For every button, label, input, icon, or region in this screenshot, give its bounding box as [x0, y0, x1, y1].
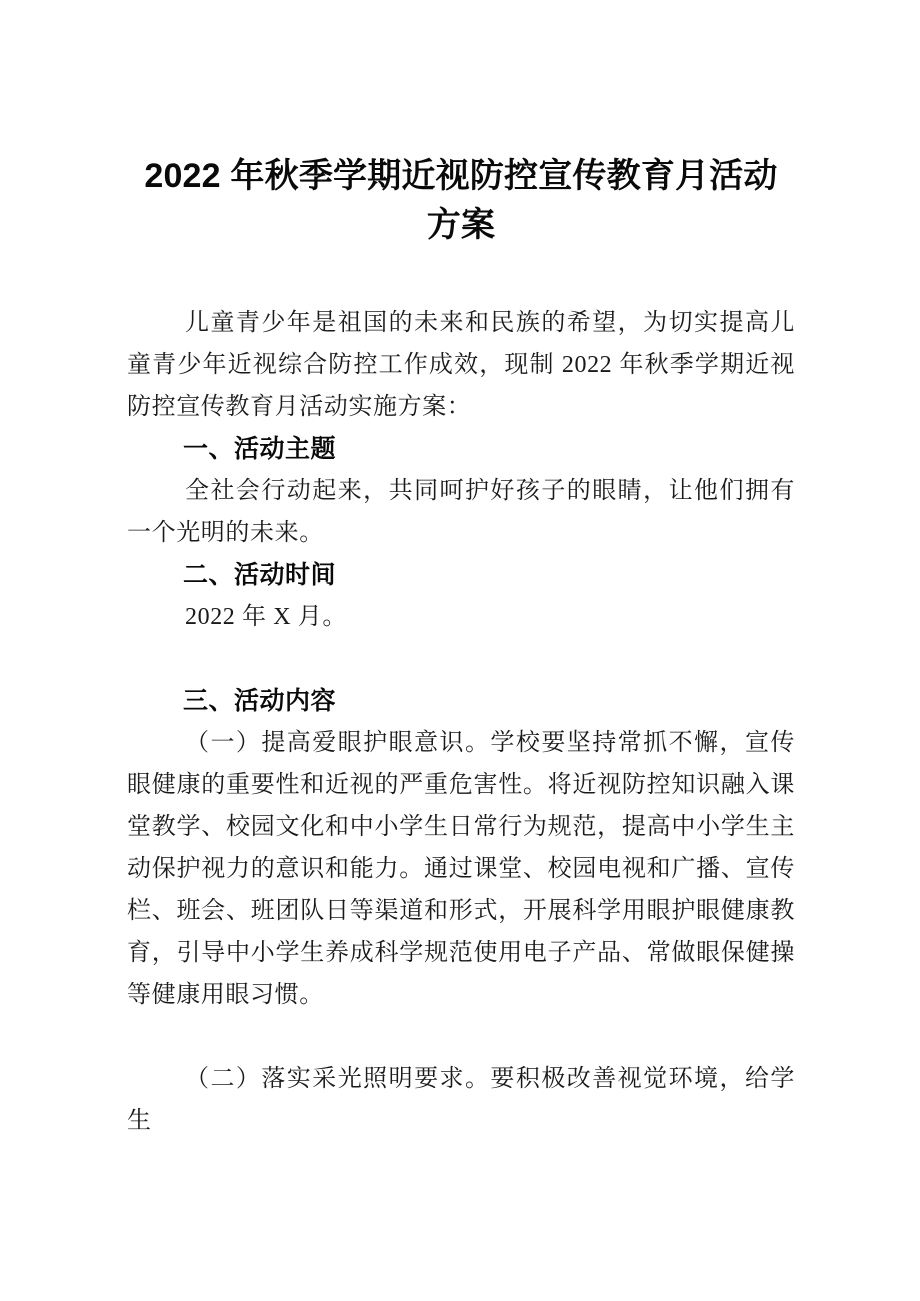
- intro-paragraph: 儿童青少年是祖国的未来和民族的希望，为切实提高儿童青少年近视综合防控工作成效，现制 2022 年秋季学期近视防控宣传教育月活动实施方案：: [127, 310, 795, 420]
- section-heading-activity-content: 三、活动内容: [183, 687, 337, 715]
- title-body-spacer: [127, 250, 795, 302]
- page-title-line-1: 2022 年秋季学期近视防控宣传教育月活动: [144, 157, 778, 195]
- page-title: [127, 0, 795, 250]
- section-body-activity-theme: 全社会行动起来，共同呵护好孩子的眼睛，让他们拥有一个光明的未来。: [127, 478, 795, 546]
- section-body-activity-time: 2022 年 X 月。: [185, 604, 347, 630]
- page-title-line-2: 方案: [426, 206, 496, 244]
- section-heading-activity-theme: 一、活动主题: [183, 435, 337, 463]
- section-spacer: [127, 638, 795, 680]
- document-content: [127, 0, 795, 1142]
- section-item-one: （一）提高爱眼护眼意识。学校要坚持常抓不懈，宣传眼健康的重要性和近视的严重危害性。将近视防控知识融入课堂教学、校园文化和中小学生日常行为规范，提高中小学生主动保护视力的意识和能力。通过课堂、校园电视和广播、宣传栏、班会、班团队日等渠道和形式，开展科学用眼护眼健康教育，引导中小学生养成科学规范使用电子产品、常做眼保健操等健康用眼习惯。: [127, 730, 795, 1008]
- section-heading-activity-time: 二、活动时间: [183, 561, 337, 589]
- item-spacer: [127, 1016, 795, 1058]
- section-item-two: （二）落实采光照明要求。要积极改善视觉环境，给学生: [127, 1066, 795, 1134]
